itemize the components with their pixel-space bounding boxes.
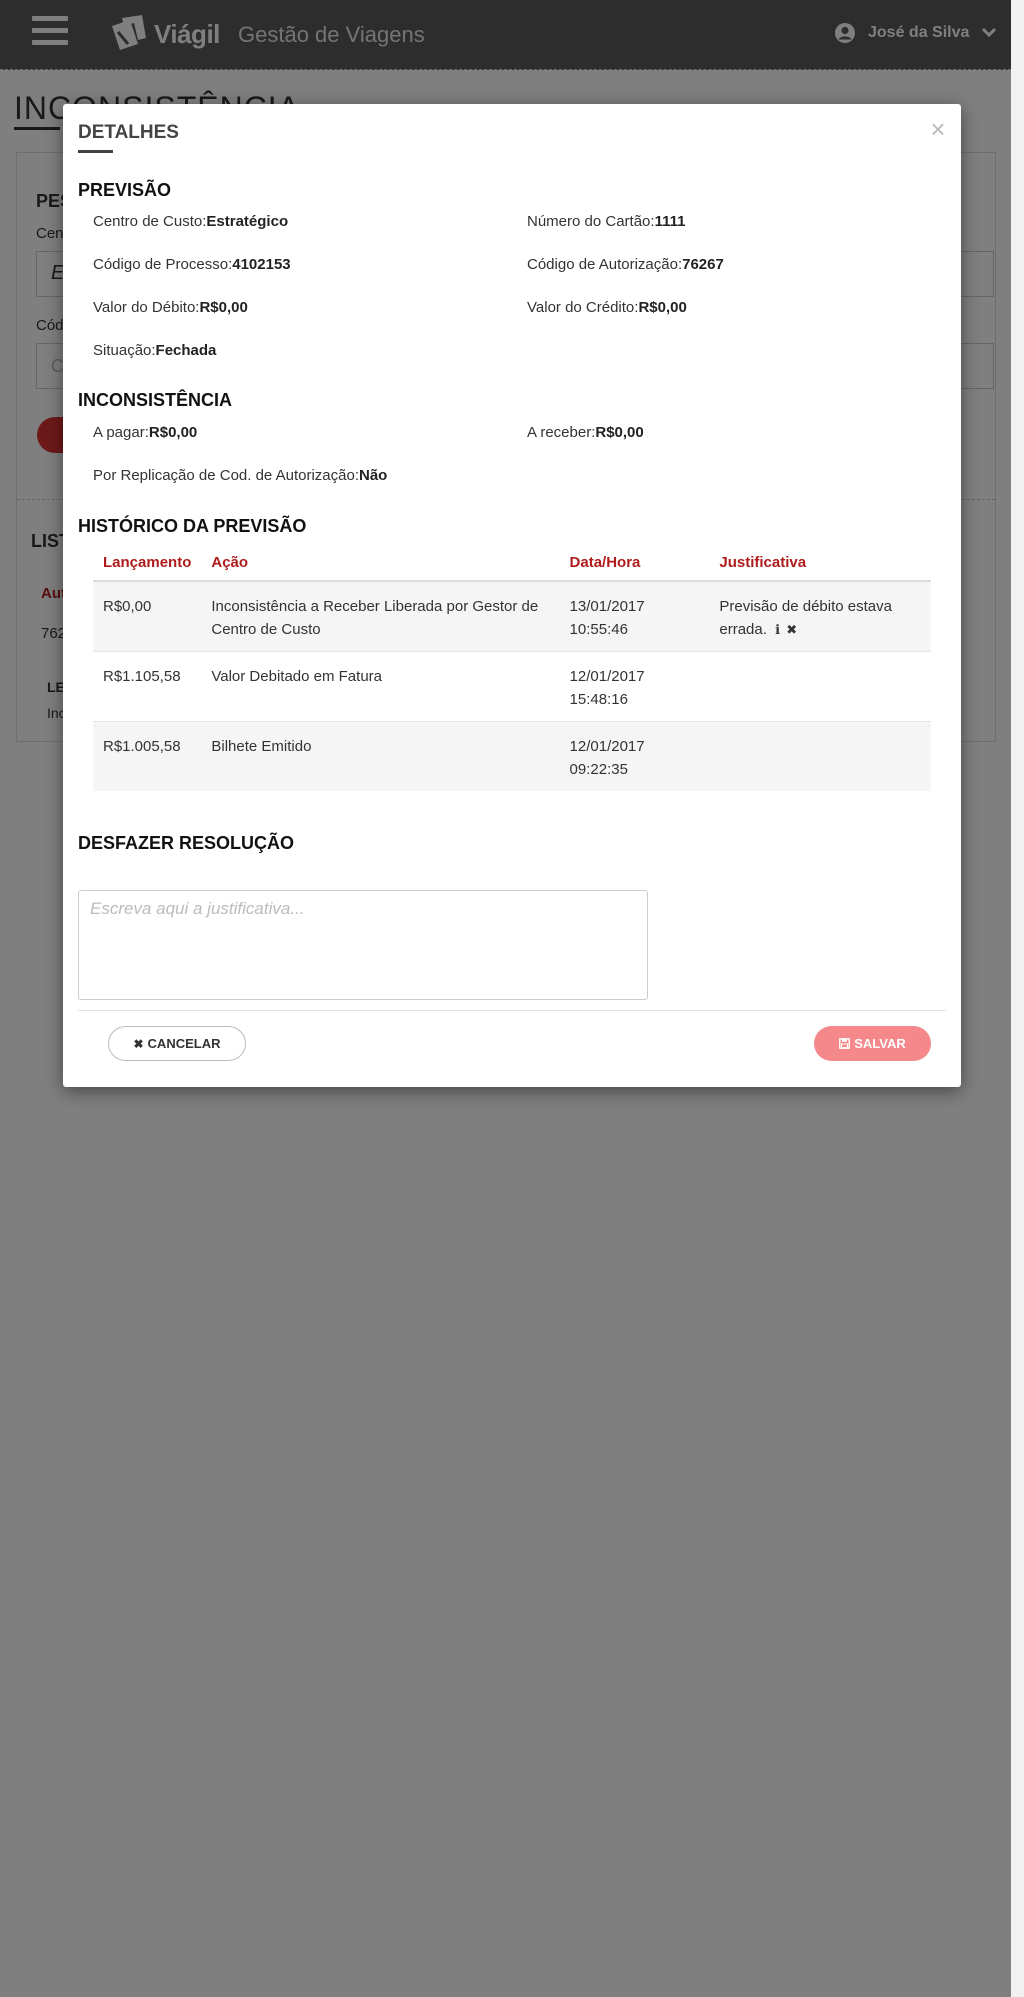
cancel-button[interactable] <box>108 1026 246 1061</box>
a-receber-label: A receber: <box>527 424 596 441</box>
modal-title: DETALHES <box>78 122 179 143</box>
column-header-acao[interactable]: Ação <box>201 545 559 581</box>
close-icon: ✖ <box>133 1036 144 1051</box>
cell-data: 12/01/2017 <box>569 668 645 685</box>
numero-cartao-field <box>527 213 685 230</box>
column-header-lancamento[interactable]: Lançamento <box>93 545 201 581</box>
cell-data: 13/01/2017 <box>569 598 645 615</box>
table-row <box>93 581 931 652</box>
footer-divider <box>78 1010 946 1011</box>
cell-acao: Valor Debitado em Fatura <box>201 652 559 722</box>
a-receber-field <box>527 424 644 441</box>
cell-hora: 10:55:46 <box>569 621 628 638</box>
codigo-processo-field <box>93 256 291 273</box>
situacao-value: Fechada <box>155 342 217 359</box>
cell-lancamento: R$0,00 <box>93 581 201 652</box>
valor-debito-value: R$0,00 <box>199 299 248 316</box>
page-scrollbar[interactable] <box>1011 0 1024 1997</box>
cell-justificativa <box>709 581 931 652</box>
cell-justificativa <box>709 652 931 722</box>
a-pagar-label: A pagar: <box>93 424 149 441</box>
valor-debito-label: Valor do Débito: <box>93 299 200 316</box>
details-modal <box>63 104 961 1087</box>
centro-custo-label: Centro de Custo: <box>93 213 207 230</box>
cell-justificativa <box>709 722 931 792</box>
centro-custo-value: Estratégico <box>206 213 289 230</box>
situacao-field <box>93 342 216 359</box>
column-header-data-hora[interactable]: Data/Hora <box>560 545 710 581</box>
cell-hora: 09:22:35 <box>569 761 628 778</box>
previsao-section-title: PREVISÃO <box>78 180 172 200</box>
codigo-processo-label: Código de Processo: <box>93 256 233 273</box>
save-icon <box>839 1038 850 1049</box>
close-icon[interactable]: × <box>930 114 946 144</box>
valor-credito-field <box>527 299 687 316</box>
save-button-label: SALVAR <box>854 1036 906 1051</box>
inconsistencia-section-title: INCONSISTÊNCIA <box>78 390 233 410</box>
cancel-button-label: CANCELAR <box>147 1036 221 1051</box>
a-pagar-value: R$0,00 <box>148 424 198 441</box>
cell-data-hora <box>560 722 710 792</box>
remove-icon[interactable]: ✖ <box>786 622 798 637</box>
cell-data: 12/01/2017 <box>569 738 645 755</box>
cell-data-hora <box>560 652 710 722</box>
replicacao-field <box>93 467 387 484</box>
replicacao-value: Não <box>359 467 388 484</box>
replicacao-label: Por Replicação de Cod. de Autorização: <box>93 467 359 484</box>
valor-credito-value: R$0,00 <box>638 299 687 316</box>
codigo-autorizacao-label: Código de Autorização: <box>527 256 683 273</box>
codigo-autorizacao-field <box>527 256 724 273</box>
column-header-justificativa[interactable]: Justificativa <box>709 545 931 581</box>
save-button[interactable] <box>814 1026 931 1061</box>
centro-custo-field <box>93 213 288 230</box>
cell-acao: Inconsistência a Receber Liberada por Gestor de Centro de Custo <box>201 581 559 652</box>
table-row <box>93 652 931 722</box>
a-pagar-field <box>93 424 197 441</box>
cell-data-hora <box>560 581 710 652</box>
numero-cartao-value: 1111 <box>654 213 686 230</box>
justificativa-text: Previsão de débito estava errada. <box>719 598 892 638</box>
codigo-autorizacao-value: 76267 <box>682 256 724 273</box>
codigo-processo-value: 4102153 <box>232 256 291 273</box>
a-receber-value: R$0,00 <box>595 424 644 441</box>
situacao-label: Situação: <box>93 342 156 359</box>
info-icon[interactable]: ℹ <box>775 622 781 637</box>
cell-lancamento: R$1.105,58 <box>93 652 201 722</box>
modal-title-underline <box>78 150 113 153</box>
cell-lancamento: R$1.005,58 <box>93 722 201 792</box>
historico-section-title: HISTÓRICO DA PREVISÃO <box>78 516 307 536</box>
table-row <box>93 722 931 792</box>
justificativa-textarea[interactable] <box>78 890 648 1000</box>
cell-acao: Bilhete Emitido <box>201 722 559 792</box>
numero-cartao-label: Número do Cartão: <box>527 213 655 230</box>
table-header-row <box>93 545 931 581</box>
valor-credito-label: Valor do Crédito: <box>527 299 639 316</box>
cell-hora: 15:48:16 <box>569 691 628 708</box>
desfazer-section-title: DESFAZER RESOLUÇÃO <box>78 833 295 853</box>
valor-debito-field <box>93 299 248 316</box>
history-table <box>93 545 931 791</box>
